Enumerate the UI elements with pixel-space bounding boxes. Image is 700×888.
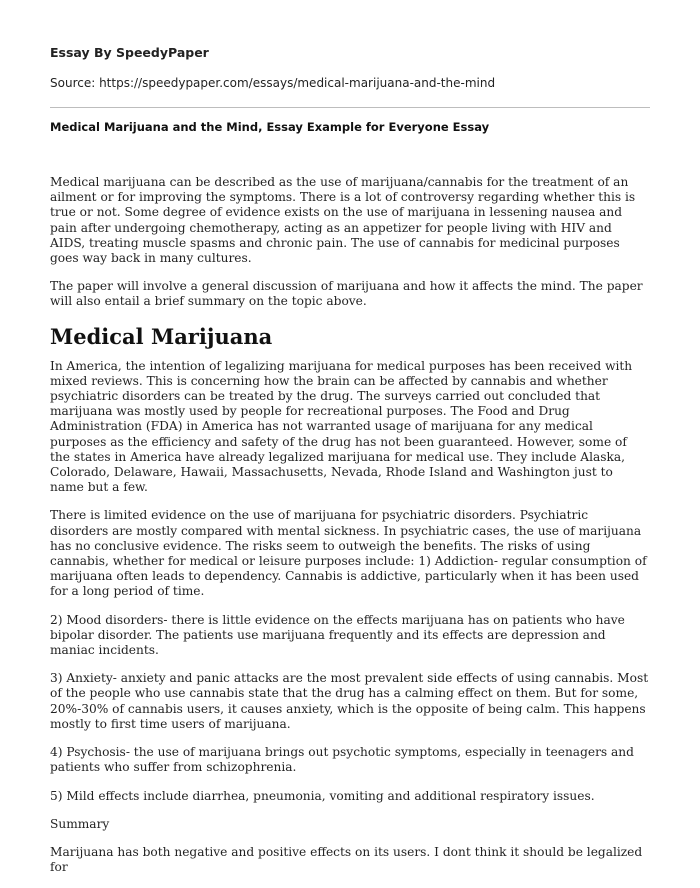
document-page [50, 0, 650, 888]
paragraph: There is limited evidence on the use of marijuana for psychiatric disorders. Psychiatric disorders are mostly compared with mental sickness. In psychiatric cases, the use of marijuana has no conclusive evidence. The risks seem to outweigh the benefits. The risks of using cannabis, whether for medical or leisure purposes include: 1) Addiction- regular consumption of marijuana often leads to dependency. Cannabis is addictive, particularly when it has been used for a long period of time. [50, 508, 647, 599]
paragraph: Marijuana has both negative and positive effects on its users. I dont think it should be legalized for [50, 844, 643, 875]
paragraph: 2) Mood disorders- there is little evidence on the effects marijuana has on patients who have bipolar disorder. The patients use marijuana frequently and its effects are depression and maniac incidents. [50, 612, 625, 658]
paragraph: In America, the intention of legalizing marijuana for medical purposes has been received with mixed reviews. This is concerning how the brain can be affected by cannabis and whether psychiatric disorders can be treated by the drug. The surveys carried out concluded that marijuana was mostly used by people for recreational purposes. The Food and Drug Administration (FDA) in America has not warranted usage of marijuana for any medical purposes as the efficiency and safety of the drug has not been guaranteed. However, some of the states in America have already legalized marijuana for medical use. They include Alaska, Colorado, Delaware, Hawaii, Massachusetts, Nevada, Rhode Island and Washington just to name but a few. [50, 358, 633, 495]
paragraph: 5) Mild effects include diarrhea, pneumonia, vomiting and additional respiratory issues. [50, 788, 595, 803]
paragraph: 3) Anxiety- anxiety and panic attacks are the most prevalent side effects of using cannabis. Most of the people who use cannabis state that the drug has a calming effect on them. But for some, 20%-30% of cannabis users, it causes anxiety, which is the opposite of being calm. This happens mostly to first time users of marijuana. [50, 671, 649, 731]
essay-body [50, 175, 650, 875]
paragraph: The paper will involve a general discussion of marijuana and how it affects the mind. The paper will also entail a brief summary on the topic above. [50, 279, 643, 309]
essay-title: Medical Marijuana and the Mind, Essay Example for Everyone Essay [50, 120, 490, 134]
section-heading: Medical Marijuana [50, 323, 273, 349]
summary-heading: Summary [50, 816, 110, 831]
paragraph: 4) Psychosis- the use of marijuana brings out psychotic symptoms, especially in teenagers and patients who suffer from schizophrenia. [50, 745, 634, 775]
header-divider [50, 107, 650, 108]
brand-title: Essay By SpeedyPaper [50, 45, 209, 60]
paragraph: Medical marijuana can be described as the use of marijuana/cannabis for the treatment of an ailment or for improving the symptoms. There is a lot of controversy regarding whether this is true or not. Some degree of evidence exists on the use of marijuana in lessening nausea and pain after undergoing chemotherapy, acting as an appetizer for people living with HIV and AIDS, treating muscle spasms and chronic pain. The use of cannabis for medicinal purposes goes way back in many cultures. [50, 175, 636, 266]
source-line: Source: https://speedypaper.com/essays/medical-marijuana-and-the-mind [50, 76, 496, 90]
